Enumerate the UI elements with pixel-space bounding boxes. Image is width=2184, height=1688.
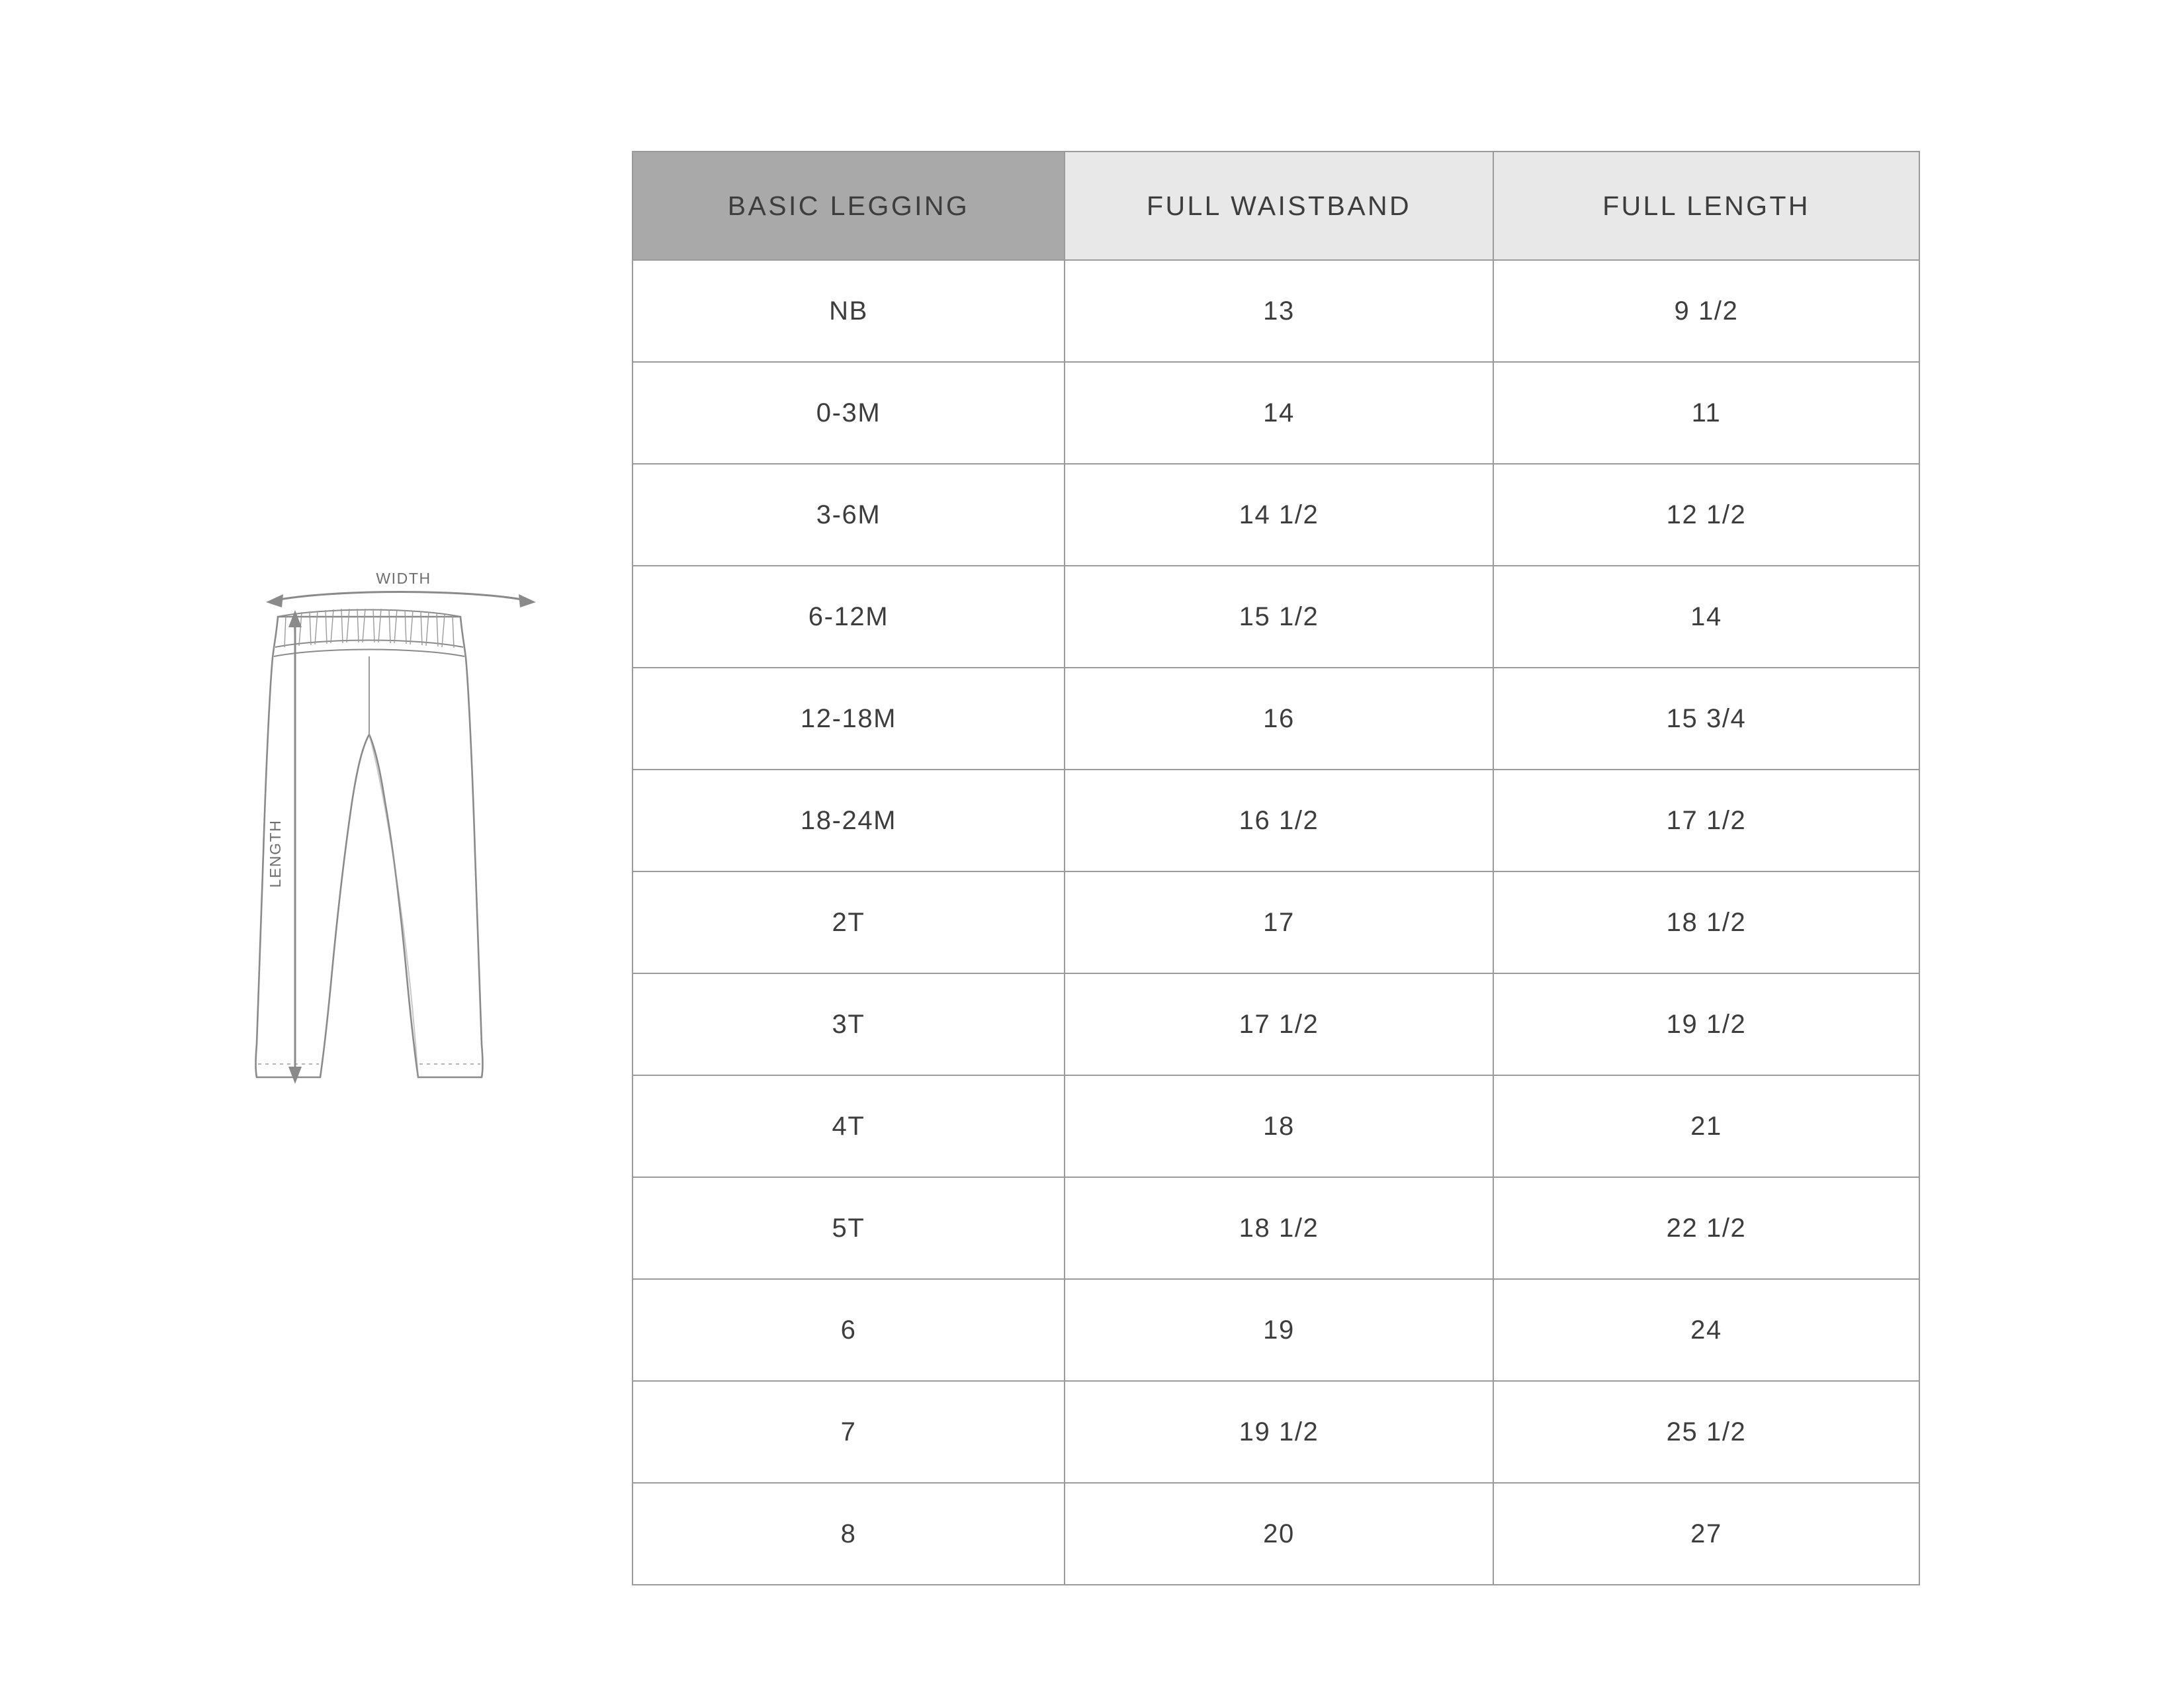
table-row <box>633 1177 1919 1279</box>
cell-size: 3-6M <box>633 464 1065 566</box>
cell-waistband: 20 <box>1065 1483 1493 1585</box>
cell-size: 8 <box>633 1483 1065 1585</box>
cell-size: 0-3M <box>633 362 1065 464</box>
cell-waistband: 19 1/2 <box>1065 1381 1493 1483</box>
cell-length: 21 <box>1493 1075 1919 1177</box>
table-header-row <box>633 152 1919 260</box>
cell-length: 12 1/2 <box>1493 464 1919 566</box>
cell-size: 3T <box>633 973 1065 1075</box>
cell-waistband: 17 <box>1065 871 1493 973</box>
cell-size: 12-18M <box>633 668 1065 770</box>
table-row <box>633 1381 1919 1483</box>
cell-waistband: 19 <box>1065 1279 1493 1381</box>
column-header-length: FULL LENGTH <box>1493 152 1919 260</box>
cell-size: 4T <box>633 1075 1065 1177</box>
column-header-waistband: FULL WAISTBAND <box>1065 152 1493 260</box>
cell-waistband: 14 1/2 <box>1065 464 1493 566</box>
garment-diagram <box>251 569 556 1138</box>
cell-length: 11 <box>1493 362 1919 464</box>
cell-length: 14 <box>1493 566 1919 668</box>
table-row <box>633 770 1919 871</box>
cell-size: 6 <box>633 1279 1065 1381</box>
length-label: LENGTH <box>267 819 284 888</box>
column-header-size: BASIC LEGGING <box>633 152 1065 260</box>
cell-waistband: 18 <box>1065 1075 1493 1177</box>
cell-waistband: 16 <box>1065 668 1493 770</box>
table-row <box>633 973 1919 1075</box>
cell-size: 18-24M <box>633 770 1065 871</box>
table-row <box>633 362 1919 464</box>
table-row <box>633 464 1919 566</box>
cell-length: 15 3/4 <box>1493 668 1919 770</box>
cell-size: 2T <box>633 871 1065 973</box>
table-row <box>633 260 1919 362</box>
cell-length: 18 1/2 <box>1493 871 1919 973</box>
table-row <box>633 668 1919 770</box>
cell-waistband: 16 1/2 <box>1065 770 1493 871</box>
table-row <box>633 566 1919 668</box>
table-row <box>633 1483 1919 1585</box>
table-row <box>633 871 1919 973</box>
cell-length: 25 1/2 <box>1493 1381 1919 1483</box>
table-body <box>633 260 1919 1585</box>
cell-length: 22 1/2 <box>1493 1177 1919 1279</box>
cell-length: 24 <box>1493 1279 1919 1381</box>
size-chart-table <box>632 151 1920 1585</box>
cell-length: 9 1/2 <box>1493 260 1919 362</box>
cell-length: 17 1/2 <box>1493 770 1919 871</box>
cell-length: 27 <box>1493 1483 1919 1585</box>
cell-size: 7 <box>633 1381 1065 1483</box>
cell-waistband: 13 <box>1065 260 1493 362</box>
cell-waistband: 14 <box>1065 362 1493 464</box>
table-row <box>633 1075 1919 1177</box>
table-row <box>633 1279 1919 1381</box>
cell-length: 19 1/2 <box>1493 973 1919 1075</box>
cell-size: 5T <box>633 1177 1065 1279</box>
width-arrow-icon <box>273 592 529 601</box>
cell-waistband: 18 1/2 <box>1065 1177 1493 1279</box>
cell-size: NB <box>633 260 1065 362</box>
cell-waistband: 17 1/2 <box>1065 973 1493 1075</box>
cell-size: 6-12M <box>633 566 1065 668</box>
cell-waistband: 15 1/2 <box>1065 566 1493 668</box>
width-label: WIDTH <box>376 570 431 587</box>
